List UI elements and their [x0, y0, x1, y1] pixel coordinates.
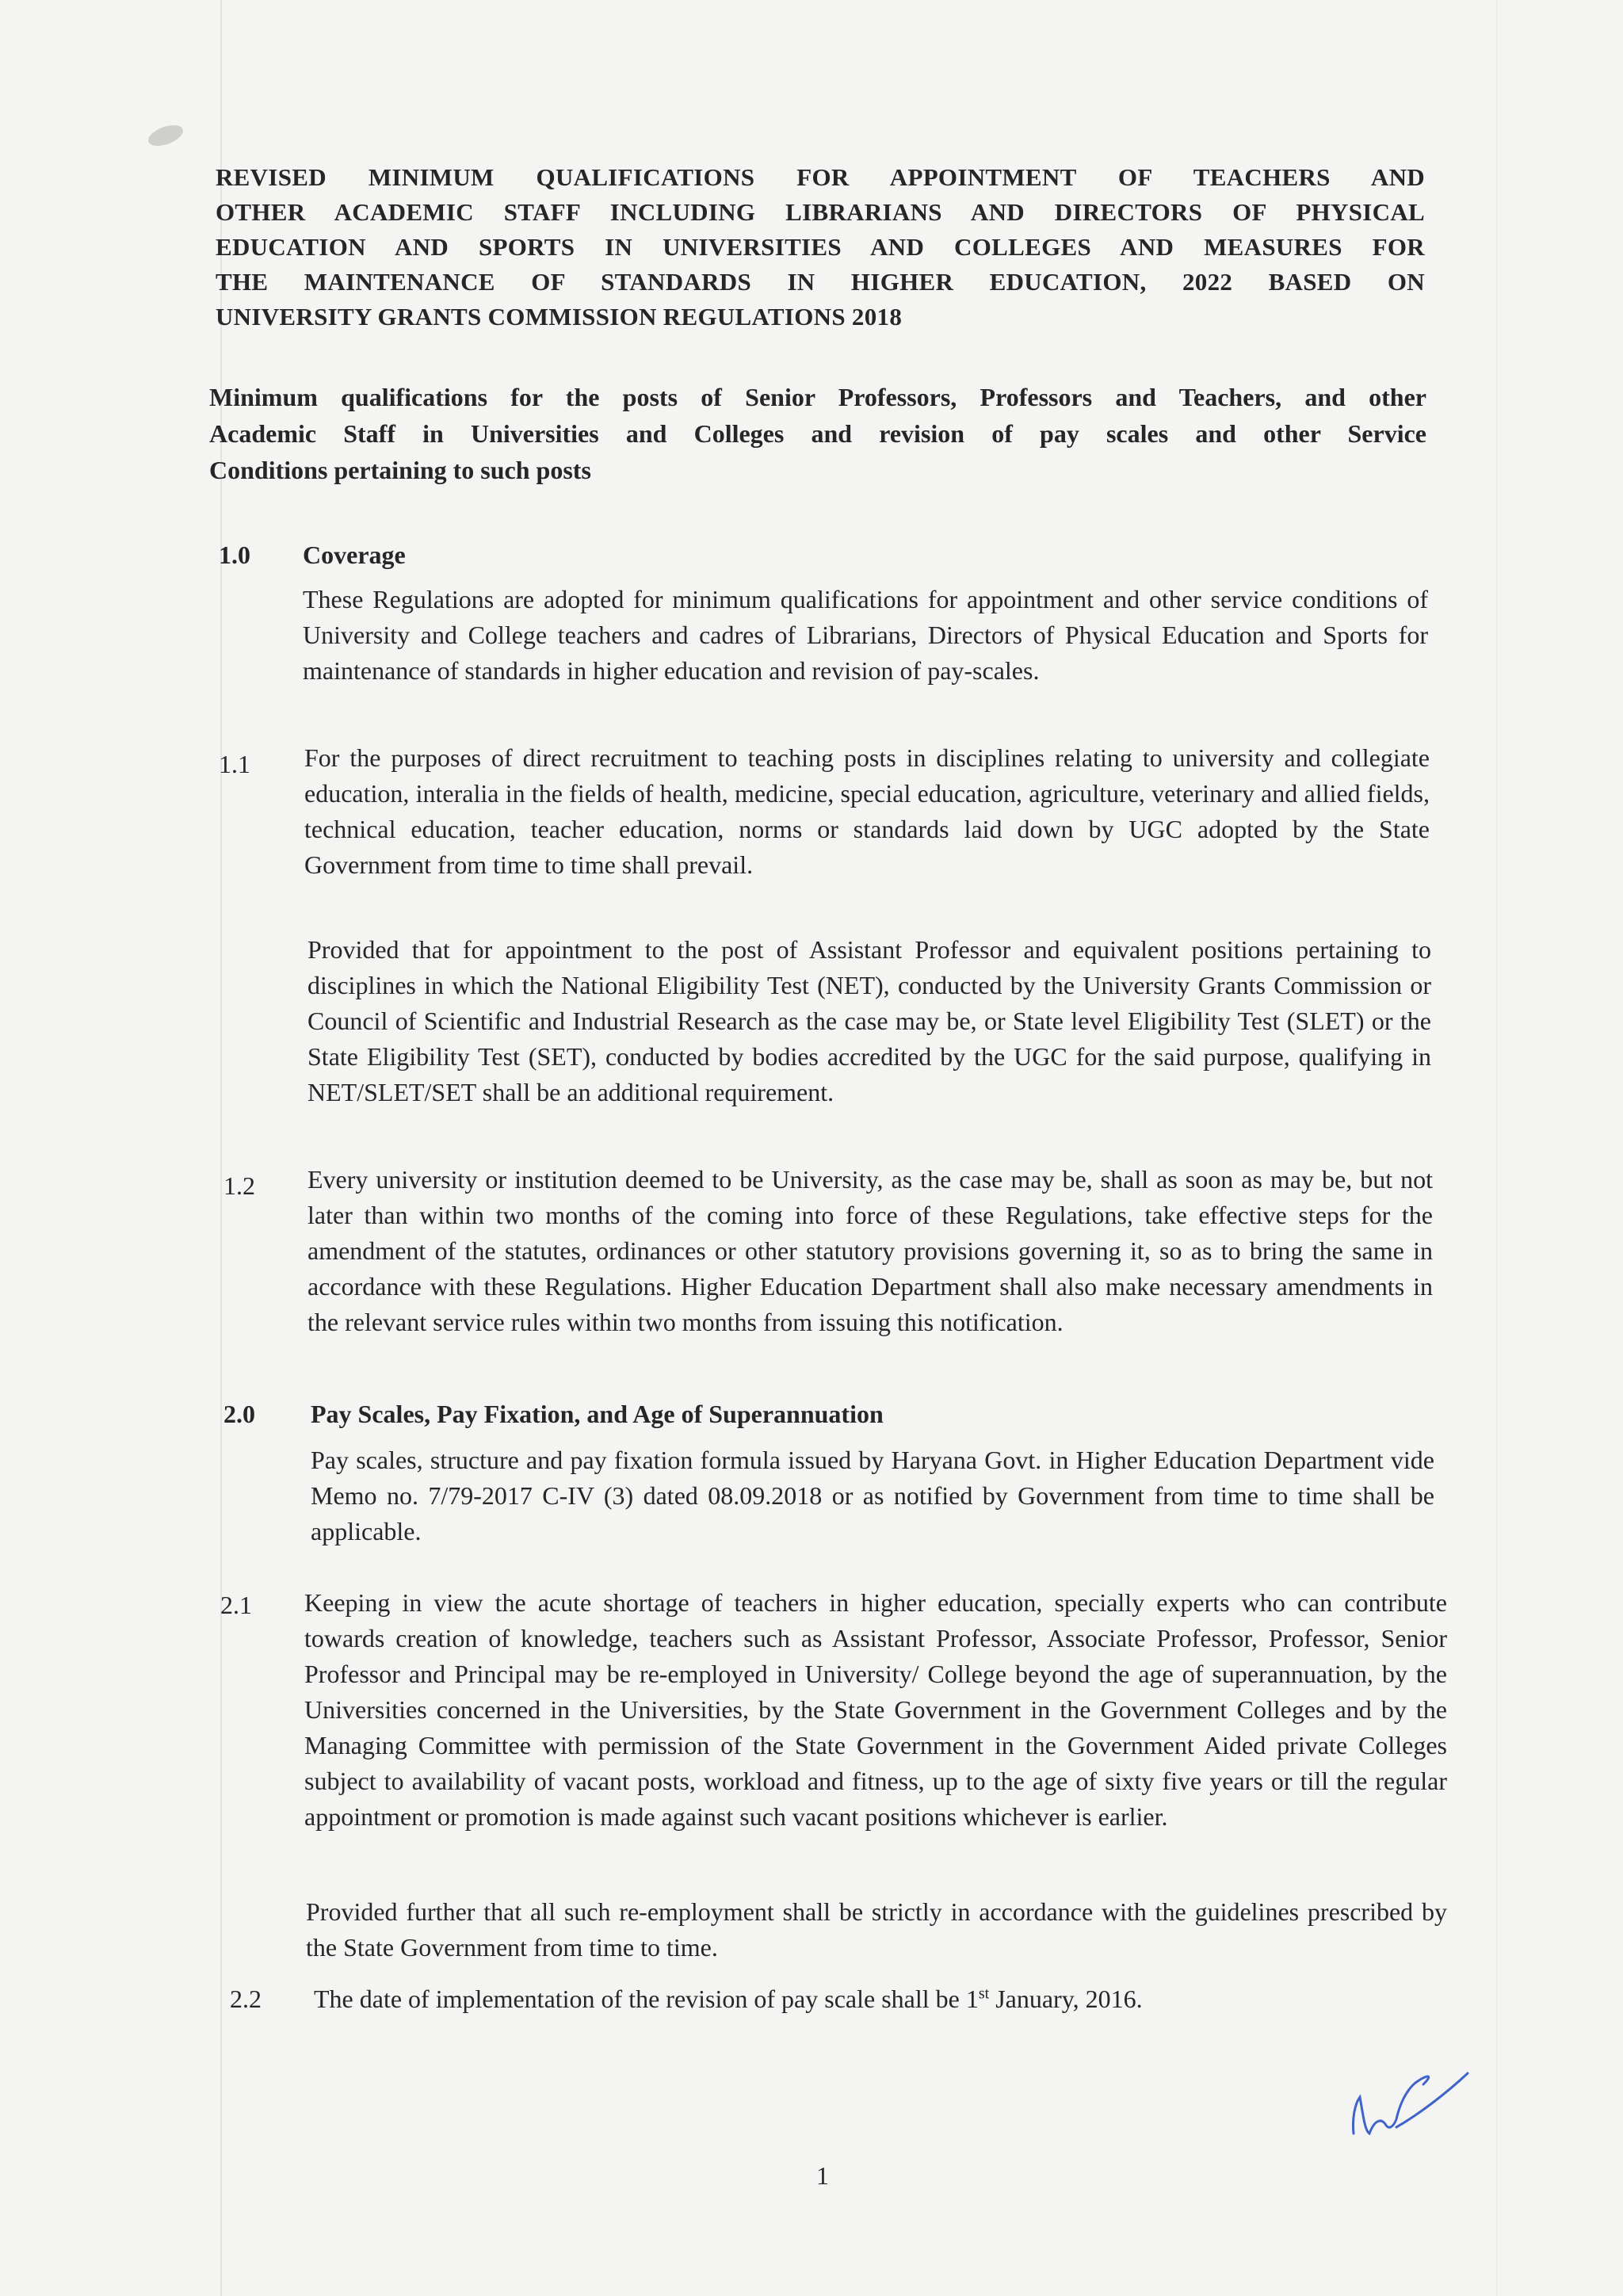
section-number: 1.1 — [219, 750, 250, 778]
section-number: 2.0 — [223, 1400, 255, 1428]
title-line: THE MAINTENANCE OF STANDARDS IN HIGHER EDUCATION, 2022 BASED ON — [216, 268, 1425, 296]
section-text-part: The date of implementation of the revision of pay scale shall be 1 — [314, 1985, 979, 2013]
section-proviso: Provided further that all such re-employment shall be strictly in accordance with the guidelines prescribed by the State Government from time to time. — [306, 1897, 1447, 1962]
subtitle-line: Academic Staff in Universities and Colleges and revision of pay scales and other Service — [209, 419, 1426, 448]
section-text — [314, 1981, 1439, 2017]
page-number: 1 — [816, 2161, 829, 2190]
title-line: EDUCATION AND SPORTS IN UNIVERSITIES AND COLLEGES AND MEASURES FOR — [216, 233, 1425, 261]
section-heading: Pay Scales, Pay Fixation, and Age of Superannuation — [311, 1400, 884, 1428]
section-proviso: Provided that for appointment to the post of Assistant Professor and equivalent positions pertaining to disciplines in which the National Eligibility Test (NET), conducted by the University Grants Commission or Council of Scientific and Industrial Research as the case may be, or State level Eligibility Test (SLET) or the State Eligibility Test (SET), conducted by bodies accredited by the UGC for the said purpose, qualifying in NET/SLET/SET shall be an additional requirement. — [307, 935, 1431, 1106]
subtitle-line: Conditions pertaining to such posts — [209, 456, 591, 484]
title-line: REVISED MINIMUM QUALIFICATIONS FOR APPOINTMENT OF TEACHERS AND — [216, 163, 1425, 191]
section-text: Every university or institution deemed to be University, as the case may be, shall as soon as may be, but not later than within two months of the coming into force of these Regulations, take effective steps for the amendment of the statutes, ordinances or other statutory provisions governing it, so as to bring the same in accordance with these Regulations. Higher Education Department shall also make necessary amendments in the relevant service rules within two months from issuing this notification. — [307, 1165, 1433, 1336]
section-heading: Coverage — [303, 541, 406, 569]
scan-edge-line — [220, 0, 222, 2296]
title-line: UNIVERSITY GRANTS COMMISSION REGULATIONS 2018 — [216, 303, 903, 330]
scan-mark — [146, 121, 186, 150]
signature-mark — [1347, 2045, 1474, 2156]
section-text: Keeping in view the acute shortage of teachers in higher education, specially experts who can contribute towards creation of knowledge, teachers such as Assistant Professor, Associate Professor, Professor, Senior Professor and Principal may be re-employed in University/ College beyond the age of superannuation, by the Universities concerned in the Universities, by the State Government in the Government Colleges and by the Managing Committee with permission of the State Government in the Government Aided private Colleges subject to availability of vacant posts, workload and fitness, up to the age of sixty five years or till the regular appointment or promotion is made against such vacant positions whichever is earlier. — [304, 1588, 1447, 1831]
document-title — [216, 160, 1425, 334]
section-number: 1.2 — [223, 1171, 255, 1200]
subtitle-line: Minimum qualifications for the posts of Senior Professors, Professors and Teachers, and other — [209, 383, 1426, 411]
superscript: st — [978, 1985, 990, 2003]
section-text-part: January, 2016. — [989, 1985, 1143, 2013]
section-text: These Regulations are adopted for minimum qualifications for appointment and other service conditions of University and College teachers and cadres of Librarians, Directors of Physical Education and Sports for maintenance of standards in higher education and revision of pay-scales. — [303, 585, 1428, 685]
section-number: 2.1 — [220, 1591, 252, 1619]
section-text: For the purposes of direct recruitment to teaching posts in disciplines relating to university and collegiate education, interalia in the fields of health, medicine, special education, agriculture, veterinary and allied fields, technical education, teacher education, norms or standards laid down by UGC adopted by the State Government from time to time shall prevail. — [304, 743, 1430, 879]
title-line: OTHER ACADEMIC STAFF INCLUDING LIBRARIANS AND DIRECTORS OF PHYSICAL — [216, 198, 1425, 226]
scan-edge-line-right — [1496, 0, 1498, 2296]
document-subtitle — [209, 379, 1426, 488]
section-number: 2.2 — [230, 1985, 262, 2013]
section-number: 1.0 — [219, 541, 250, 569]
section-text: Pay scales, structure and pay fixation formula issued by Haryana Govt. in Higher Education Department vide Memo no. 7/79-2017 C-IV (3) dated 08.09.2018 or as notified by Government from time to time shall be applicable. — [311, 1446, 1434, 1545]
